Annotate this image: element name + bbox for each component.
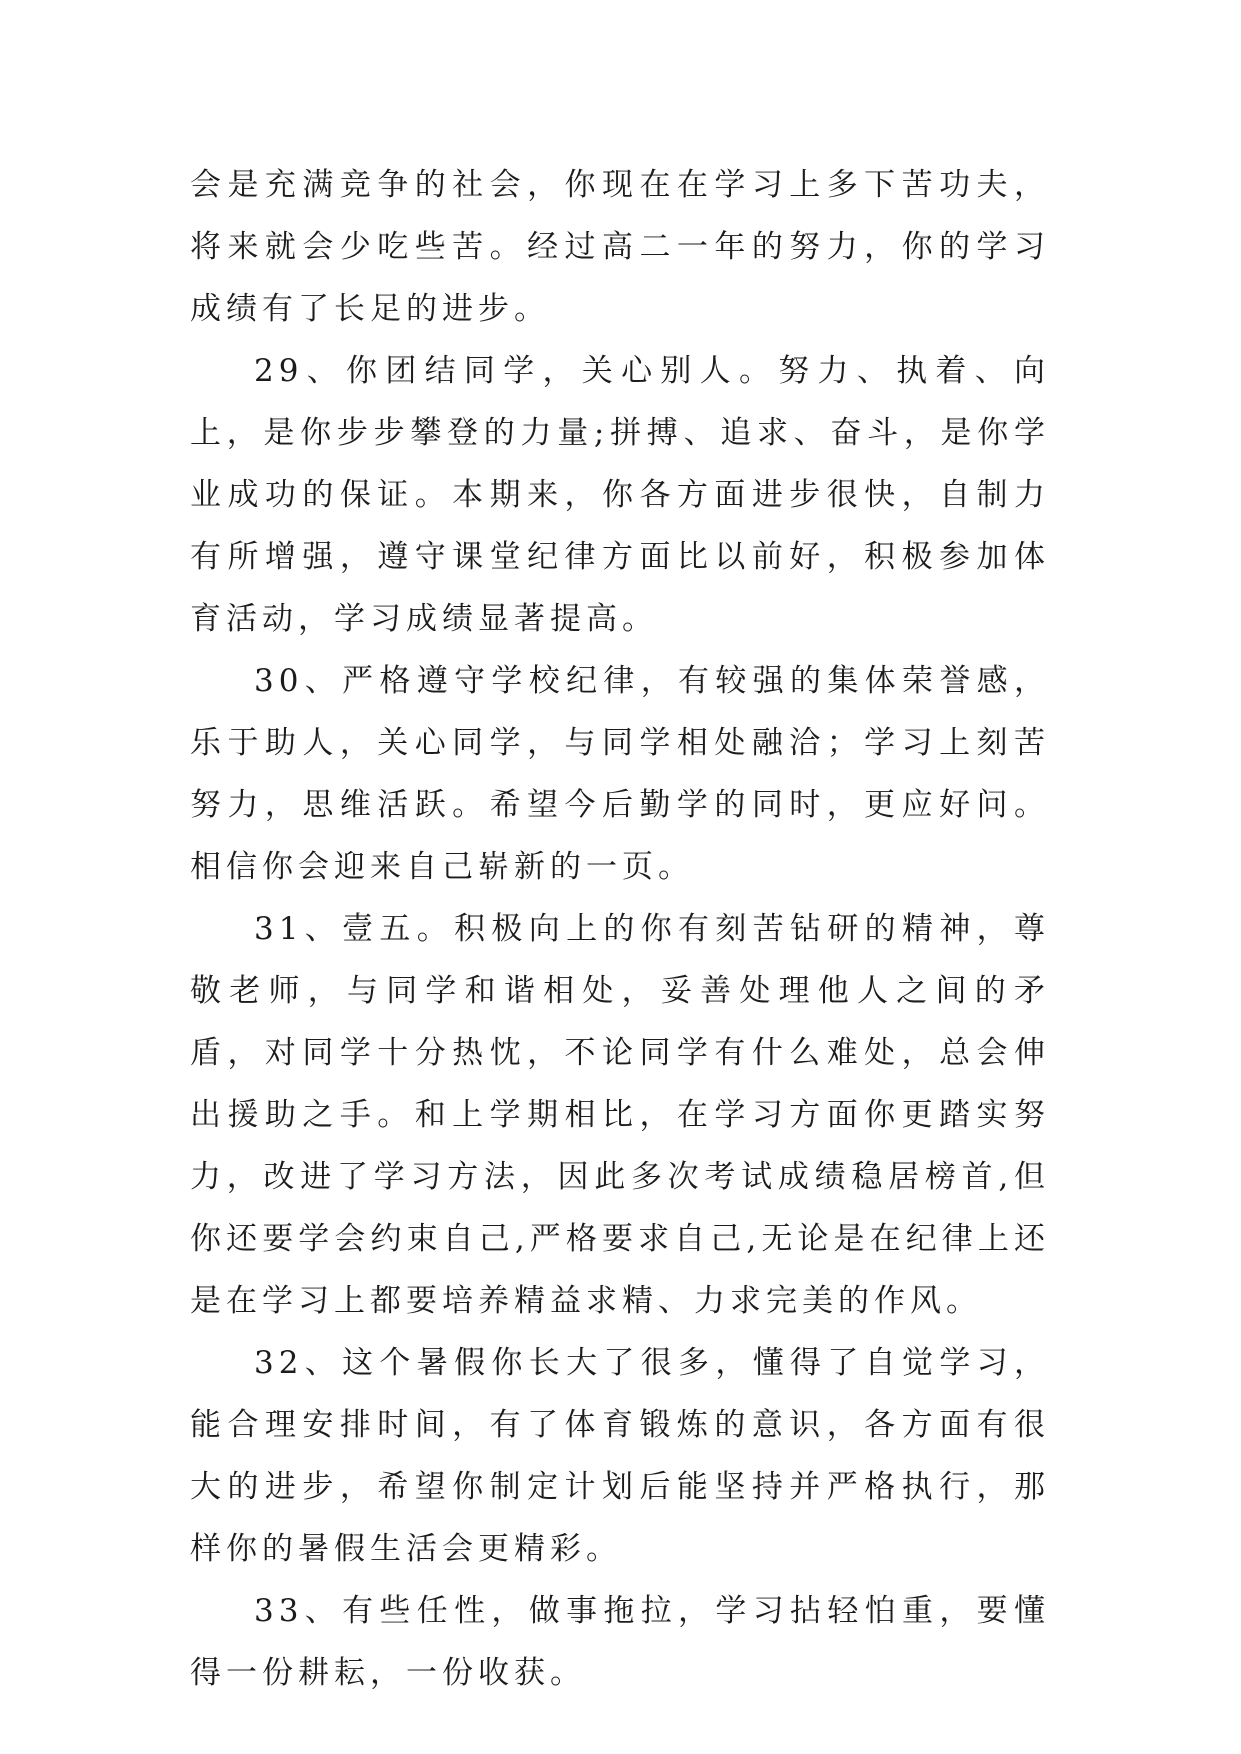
paragraph-31: 31、壹五。积极向上的你有刻苦钻研的精神，尊敬老师，与同学和谐相处，妥善处理他人之间的矛盾，对同学十分热忱，不论同学有什么难处，总会伸出援助之手。和上学期相比，在学习方面你更踏实努力，改进了学习方法，因此多次考试成绩稳居榜首,但你还要学会约束自己,严格要求自己,无论是在纪律上还是在学习上都要培养精益求精、力求完美的作风。 xyxy=(190,911,1050,1319)
document-body xyxy=(190,154,1050,1704)
paragraph-continuation: 会是充满竞争的社会，你现在在学习上多下苦功夫，将来就会少吃些苦。经过高二一年的努力，你的学习成绩有了长足的进步。 xyxy=(190,167,1050,327)
paragraph-29: 29、你团结同学，关心别人。努力、执着、向上，是你步步攀登的力量;拼搏、追求、奋斗，是你学业成功的保证。本期来，你各方面进步很快，自制力有所增强，遵守课堂纪律方面比以前好，积极参加体育活动，学习成绩显著提高。 xyxy=(190,353,1050,637)
paragraph-32: 32、这个暑假你长大了很多，懂得了自觉学习，能合理安排时间，有了体育锻炼的意识，各方面有很大的进步，希望你制定计划后能坚持并严格执行，那样你的暑假生活会更精彩。 xyxy=(190,1345,1050,1567)
paragraph-33: 33、有些任性，做事拖拉，学习拈轻怕重，要懂得一份耕耘，一份收获。 xyxy=(190,1593,1050,1691)
paragraph-30: 30、严格遵守学校纪律，有较强的集体荣誉感，乐于助人，关心同学，与同学相处融洽；学习上刻苦努力，思维活跃。希望今后勤学的同时，更应好问。相信你会迎来自己崭新的一页。 xyxy=(190,663,1050,885)
